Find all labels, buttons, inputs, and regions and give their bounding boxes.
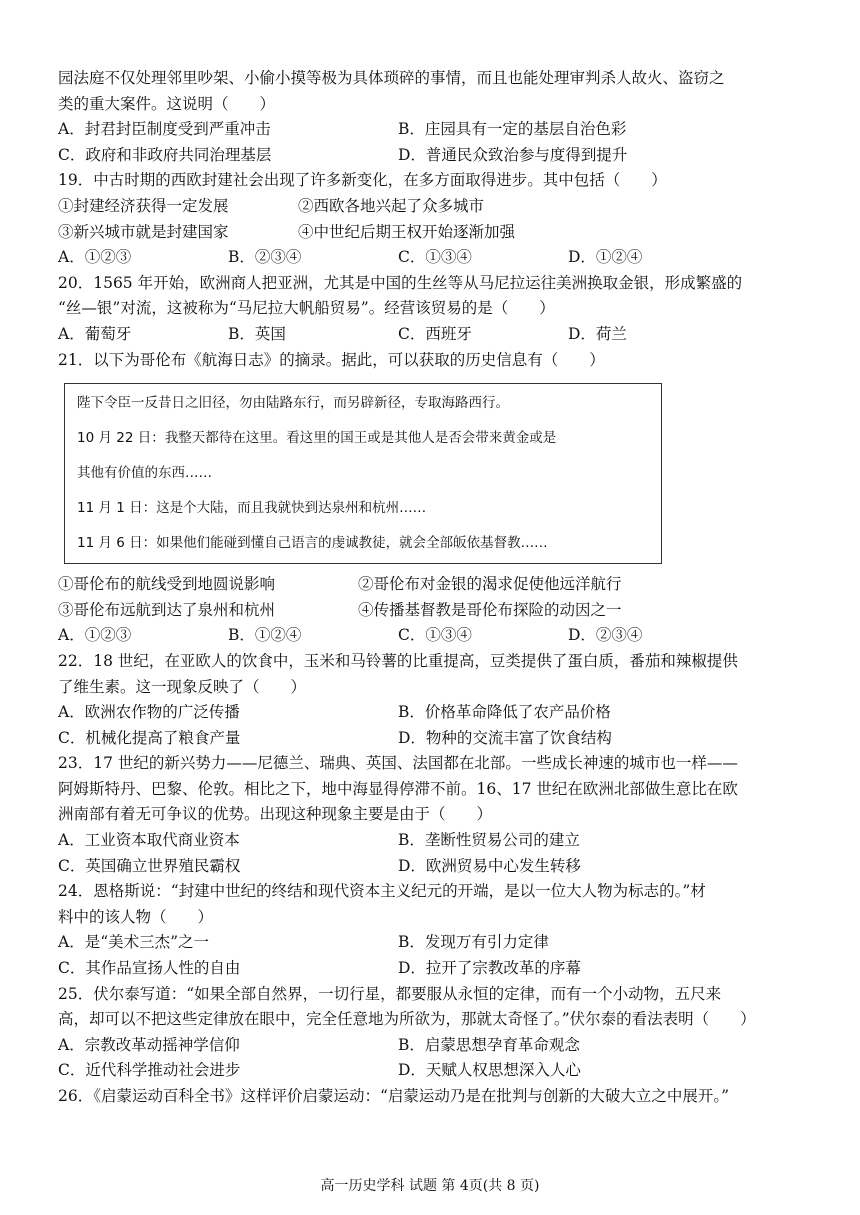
statement-2: ②哥伦布对金银的渴求促使他远洋航行 — [358, 575, 622, 594]
question-22 — [58, 649, 810, 751]
statement-4: ④中世纪后期王权开始逐渐加强 — [298, 222, 516, 241]
option-b: B．启蒙思想孕育革命观念 — [398, 1035, 580, 1054]
option-c: C．英国确立世界殖民霸权 — [58, 856, 241, 875]
option-b: B．①②④ — [228, 626, 302, 645]
option-b: B．垄断性贸易公司的建立 — [398, 831, 580, 850]
option-a: A．葡萄牙 — [58, 324, 132, 343]
option-a: A．封君封臣制度受到严重冲击 — [58, 120, 271, 139]
question-stem: 20．1565 年开始，欧洲商人把亚洲，尤其是中国的生丝等从马尼拉运往美洲换取金银，形成繁盛的 — [58, 273, 743, 292]
option-c: C．①③④ — [398, 248, 472, 267]
excerpt-line: 其他有价值的东西…… — [77, 465, 212, 482]
exam-page — [58, 66, 810, 1110]
statement-3: ③哥伦布远航到达了泉州和杭州 — [58, 600, 276, 619]
option-b: B．庄园具有一定的基层自治色彩 — [398, 120, 627, 139]
question-19 — [58, 168, 810, 270]
statement-1: ①哥伦布的航线受到地圆说影响 — [58, 575, 276, 594]
options-row — [58, 623, 810, 649]
options-row — [58, 143, 810, 169]
question-stem: 22．18 世纪，在亚欧人的饮食中，玉米和马铃薯的比重提高，豆类提供了蛋白质，番茄和辣椒提供 — [58, 651, 738, 670]
statement-4: ④传播基督教是哥伦布探险的动因之一 — [358, 600, 622, 619]
option-b: B．英国 — [228, 324, 286, 343]
option-b: B．发现万有引力定律 — [398, 933, 549, 952]
question-stem: 23．17 世纪的新兴势力——尼德兰、瑞典、英国、法国都在北部。一些成长神速的城市也一样—— — [58, 754, 738, 773]
option-a: A．是“美术三杰”之一 — [58, 933, 210, 952]
question-stem: 26．《启蒙运动百科全书》这样评价启蒙运动：“启蒙运动乃是在批判与创新的大破大立之中展开。” — [58, 1087, 730, 1105]
question-18 — [58, 66, 810, 168]
options-row — [58, 956, 810, 982]
option-a: A．①②③ — [58, 626, 132, 645]
option-c: C．西班牙 — [398, 324, 472, 343]
question-21 — [58, 348, 810, 649]
option-d: D．①②④ — [568, 248, 643, 267]
options-row — [58, 700, 810, 726]
option-d: D．普通民众致治参与度得到提升 — [398, 145, 628, 164]
options-row — [58, 1058, 810, 1084]
question-stem: 24．恩格斯说：“封建中世纪的终结和现代资本主义纪元的开端，是以一位大人物为标志的。”材 — [58, 882, 706, 901]
statement-3: ③新兴城市就是封建国家 — [58, 222, 229, 241]
excerpt-line: 陛下令臣一反昔日之旧径，勿由陆路东行，而另辟新径，专取海路西行。 — [77, 395, 509, 412]
option-b: B．②③④ — [228, 248, 302, 267]
option-d: D．②③④ — [568, 626, 643, 645]
question-25 — [58, 982, 810, 1084]
excerpt-line: 11 月 6 日：如果他们能碰到懂自己语言的虔诚教徒，就会全部皈依基督教…… — [77, 535, 548, 552]
option-d: D．物种的交流丰富了饮食结构 — [398, 728, 612, 747]
statements-row — [58, 598, 810, 624]
question-26 — [58, 1084, 810, 1110]
question-stem: 洲南部有着无可争议的优势。出现这种现象主要是由于（ ） — [58, 805, 493, 824]
option-c: C．政府和非政府共同治理基层 — [58, 145, 272, 164]
option-d: D．拉开了宗教改革的序幕 — [398, 959, 581, 978]
options-row — [58, 117, 810, 143]
question-stem: 了维生素。这一现象反映了（ ） — [58, 677, 307, 696]
statement-1: ①封建经济获得一定发展 — [58, 196, 229, 215]
option-a: A．工业资本取代商业资本 — [58, 831, 240, 850]
options-row — [58, 322, 810, 348]
options-row — [58, 828, 810, 854]
question-stem: 料中的该人物（ ） — [58, 907, 214, 926]
option-b: B．价格革命降低了农产品价格 — [398, 703, 611, 722]
question-24 — [58, 879, 810, 981]
statement-2: ②西欧各地兴起了众多城市 — [298, 196, 485, 215]
excerpt-line: 10 月 22 日：我整天都待在这里。看这里的国王或是其他人是否会带来黄金或是 — [77, 430, 557, 447]
option-d: D．荷兰 — [568, 324, 627, 343]
options-row — [58, 726, 810, 752]
question-stem: 19．中古时期的西欧封建社会出现了许多新变化，在多方面取得进步。其中包括（ ） — [58, 171, 667, 190]
option-c: C．机械化提高了粮食产量 — [58, 728, 241, 747]
excerpt-line: 11 月 1 日：这是个大陆，而且我就快到达泉州和杭州…… — [77, 500, 427, 517]
question-stem: 类的重大案件。这说明（ ） — [58, 94, 276, 113]
options-row — [58, 854, 810, 880]
logbook-excerpt-box — [64, 383, 662, 564]
question-stem: “丝—银”对流，这被称为“马尼拉大帆船贸易”。经营该贸易的是（ ） — [58, 299, 555, 318]
question-stem: 25．伏尔泰写道：“如果全部自然界，一切行星，都要服从永恒的定律，而有一个小动物，五尺来 — [58, 984, 722, 1003]
question-stem: 阿姆斯特丹、巴黎、伦敦。相比之下，地中海显得停滞不前。16、17 世纪在欧洲北部做生意比在欧 — [58, 779, 738, 798]
options-row — [58, 930, 810, 956]
option-a: A．宗教改革动摇神学信仰 — [58, 1035, 240, 1054]
question-stem: 21．以下为哥伦布《航海日志》的摘录。据此，可以获取的历史信息有（ ） — [58, 350, 605, 369]
options-row — [58, 245, 810, 271]
options-row — [58, 1033, 810, 1059]
option-a: A．①②③ — [58, 248, 132, 267]
question-23 — [58, 751, 810, 879]
question-stem: 园法庭不仅处理邻里吵架、小偷小摸等极为具体琐碎的事情，而且也能处理审判杀人故火、盗窃之 — [58, 69, 725, 87]
option-c: C．①③④ — [398, 626, 472, 645]
page-footer: 高一历史学科 试题 第 4页(共 8 页) — [320, 1178, 540, 1194]
option-c: C．近代科学推动社会进步 — [58, 1061, 241, 1080]
option-c: C．其作品宣扬人性的自由 — [58, 959, 241, 978]
statements-row — [58, 194, 810, 220]
statements-row — [58, 572, 810, 598]
option-a: A．欧洲农作物的广泛传播 — [58, 703, 240, 722]
question-20 — [58, 271, 810, 348]
option-d: D．天赋人权思想深入人心 — [398, 1061, 581, 1080]
question-stem: 高，却可以不把这些定律放在眼中，完全任意地为所欲为，那就太奇怪了。”伏尔泰的看法表明（ ） — [58, 1010, 756, 1029]
statements-row — [58, 220, 810, 246]
option-d: D．欧洲贸易中心发生转移 — [398, 856, 581, 875]
